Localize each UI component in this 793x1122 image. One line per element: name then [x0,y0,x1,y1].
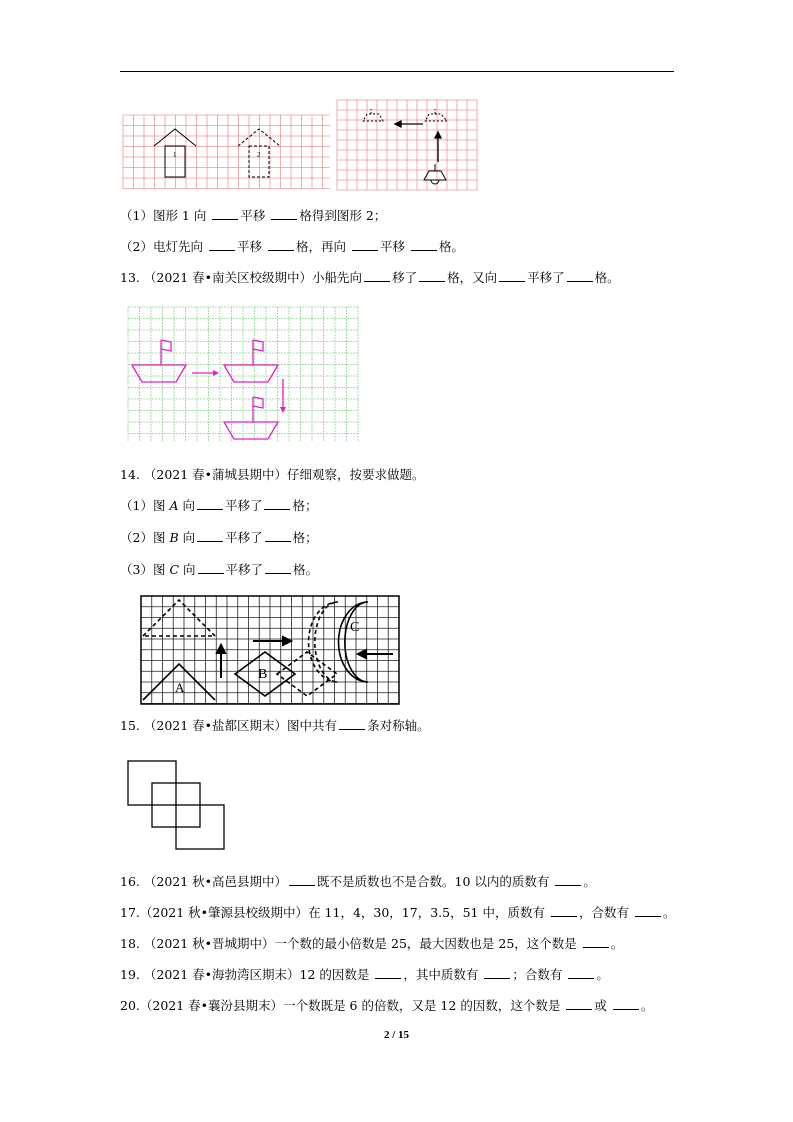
q14-part2: （2）图 B 向 平移了 格； [120,530,318,545]
answer-blank[interactable] [568,967,594,979]
answer-blank[interactable] [551,905,577,917]
header-rule [120,71,674,72]
overlapping-squares-figure [127,760,225,852]
answer-blank[interactable] [268,239,294,251]
answer-blank[interactable] [264,498,290,510]
page-number: 2 / 15 [383,1029,410,1041]
house-grid-figure [123,115,330,189]
answer-blank[interactable] [289,874,315,886]
answer-blank[interactable] [555,874,581,886]
q14-line: 14. （2021 春•蒲城县期中）仔细观察，按要求做题。 [120,467,425,482]
shape-a-label: A [175,680,185,695]
house-1-label: 1 [173,151,177,159]
q15-line: 15. （2021 春•盐都区期末）图中共有 条对称轴。 [120,718,430,733]
answer-blank[interactable] [352,239,378,251]
answer-blank[interactable] [197,498,223,510]
translation-grid-figure [141,596,399,704]
q20-line: 20.（2021 春•襄汾县期末）一个数既是 6 的倍数，又是 12 的因数，这个数是 或 。 [120,998,654,1013]
q14-part1: （1）图 A 向 平移了 格； [120,498,318,513]
answer-blank[interactable] [339,718,365,730]
answer-blank[interactable] [197,530,223,542]
answer-blank[interactable] [635,905,661,917]
answer-blank[interactable] [419,270,445,282]
q19-line: 19. （2021 春•海勃湾区期末）12 的因数是 ，其中质数有 ；合数有 。 [120,967,609,982]
answer-blank[interactable] [375,967,401,979]
answer-blank[interactable] [583,936,609,948]
answer-blank[interactable] [212,208,238,220]
answer-blank[interactable] [411,239,437,251]
answer-blank[interactable] [209,239,235,251]
answer-blank[interactable] [265,530,291,542]
q14-part3: （3）图 C 向 平移了 格。 [120,562,319,577]
shape-b-label: B [258,667,268,682]
answer-blank[interactable] [265,562,291,574]
answer-blank[interactable] [499,270,525,282]
lamp-grid-figure [337,100,477,190]
q17-line: 17.（2021 秋•肇源县校级期中）在 11，4，30，17，3.5，51 中，质数有 ，合数有 。 [120,905,676,920]
answer-blank[interactable] [198,562,224,574]
answer-blank[interactable] [613,998,639,1010]
q18-line: 18. （2021 秋•晋城期中）一个数的最小倍数是 25，最大因数也是 25，这个数是 。 [120,936,624,951]
boat-grid-figure [128,307,358,441]
q16-line: 16. （2021 秋•高邑县期中） 既不是质数也不是合数。10 以内的质数有 。 [120,874,596,889]
q12-part1: （1）图形 1 向 平移 格得到图形 2； [120,208,387,223]
answer-blank[interactable] [484,967,510,979]
answer-blank[interactable] [364,270,390,282]
q12-part2: （2）电灯先向 平移 格，再向 平移 格。 [120,239,464,254]
shape-c-label: C [350,620,360,635]
q13-line: 13. （2021 春•南关区校级期中）小船先向 移了 格，又向 平移了 格。 [120,270,620,285]
answer-blank[interactable] [566,998,592,1010]
house-2-label: 2 [257,151,261,159]
answer-blank[interactable] [567,270,593,282]
answer-blank[interactable] [271,208,297,220]
